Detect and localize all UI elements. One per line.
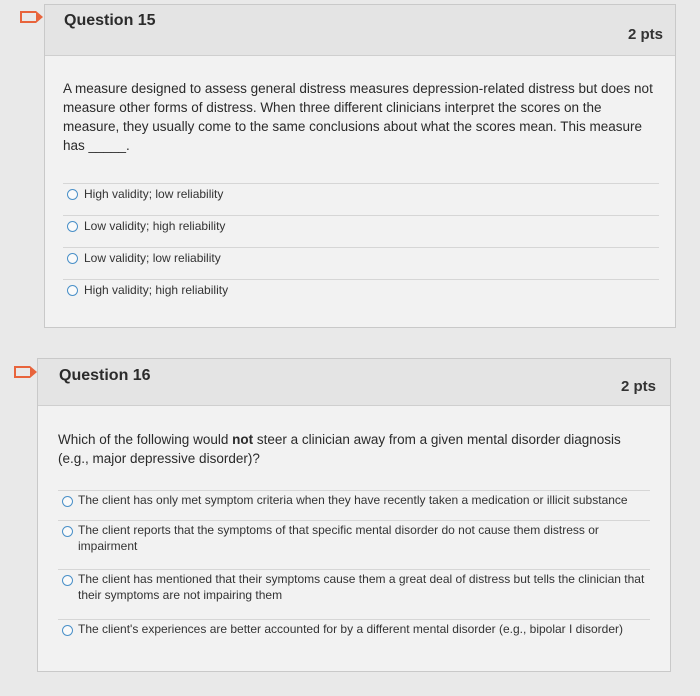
flag-icon-q16[interactable] [14, 366, 30, 378]
question-title: Question 16 [59, 367, 151, 384]
question-15-header [45, 5, 675, 56]
option-label: The client has only met symptom criteria when they have recently taken a medication or illicit substance [78, 493, 628, 507]
option-label: The client reports that the symptoms of that specific mental disorder do not cause them distress or impairment [78, 523, 599, 553]
option-label: High validity; low reliability [84, 187, 224, 201]
option-label: Low validity; low reliability [84, 251, 221, 265]
answer-option[interactable] [63, 183, 659, 216]
question-title: Question 15 [64, 12, 156, 29]
flag-icon-q15[interactable] [20, 11, 36, 23]
option-label: The client's experiences are better accounted for by a different mental disorder (e.g., bipolar I disorder) [78, 622, 624, 636]
answer-option[interactable] [63, 247, 659, 280]
question-points: 2 pts [620, 378, 656, 395]
answer-option[interactable] [63, 279, 659, 312]
option-label: High validity; high reliability [84, 283, 229, 297]
question-16-header [38, 359, 670, 406]
answer-option[interactable] [58, 520, 650, 570]
answer-option[interactable] [63, 215, 659, 248]
radio-button[interactable] [62, 625, 73, 636]
question-text: A measure designed to assess general distress measures depression-related distress but does not measure other forms of distress. When three different clinicians interpret the scores on the measure, they usually come to the same conclusions about what the scores mean. This measure has _____. [63, 81, 653, 153]
option-label: Low validity; high reliability [84, 219, 226, 233]
question-text-start: Which of the following would [58, 432, 233, 447]
question-text-end: steer a clinician away from a given mental disorder diagnosis (e.g., major depressive disorder)? [58, 432, 621, 466]
radio-button[interactable] [62, 496, 73, 507]
answer-option[interactable] [58, 569, 650, 620]
question-15-card [44, 4, 676, 328]
question-text-emphasis: not [232, 432, 254, 447]
radio-button[interactable] [67, 285, 78, 296]
answer-option[interactable] [58, 490, 650, 521]
radio-button[interactable] [67, 189, 78, 200]
radio-button[interactable] [62, 526, 73, 537]
radio-button[interactable] [67, 253, 78, 264]
option-label: The client has mentioned that their symptoms cause them a great deal of distress but tells the clinician that their symptoms are not impairing them [78, 572, 645, 602]
question-text [58, 430, 648, 468]
answer-option[interactable] [58, 619, 650, 650]
radio-button[interactable] [62, 575, 73, 586]
question-16-card [37, 358, 671, 672]
radio-button[interactable] [67, 221, 78, 232]
question-points: 2 pts [627, 26, 663, 43]
